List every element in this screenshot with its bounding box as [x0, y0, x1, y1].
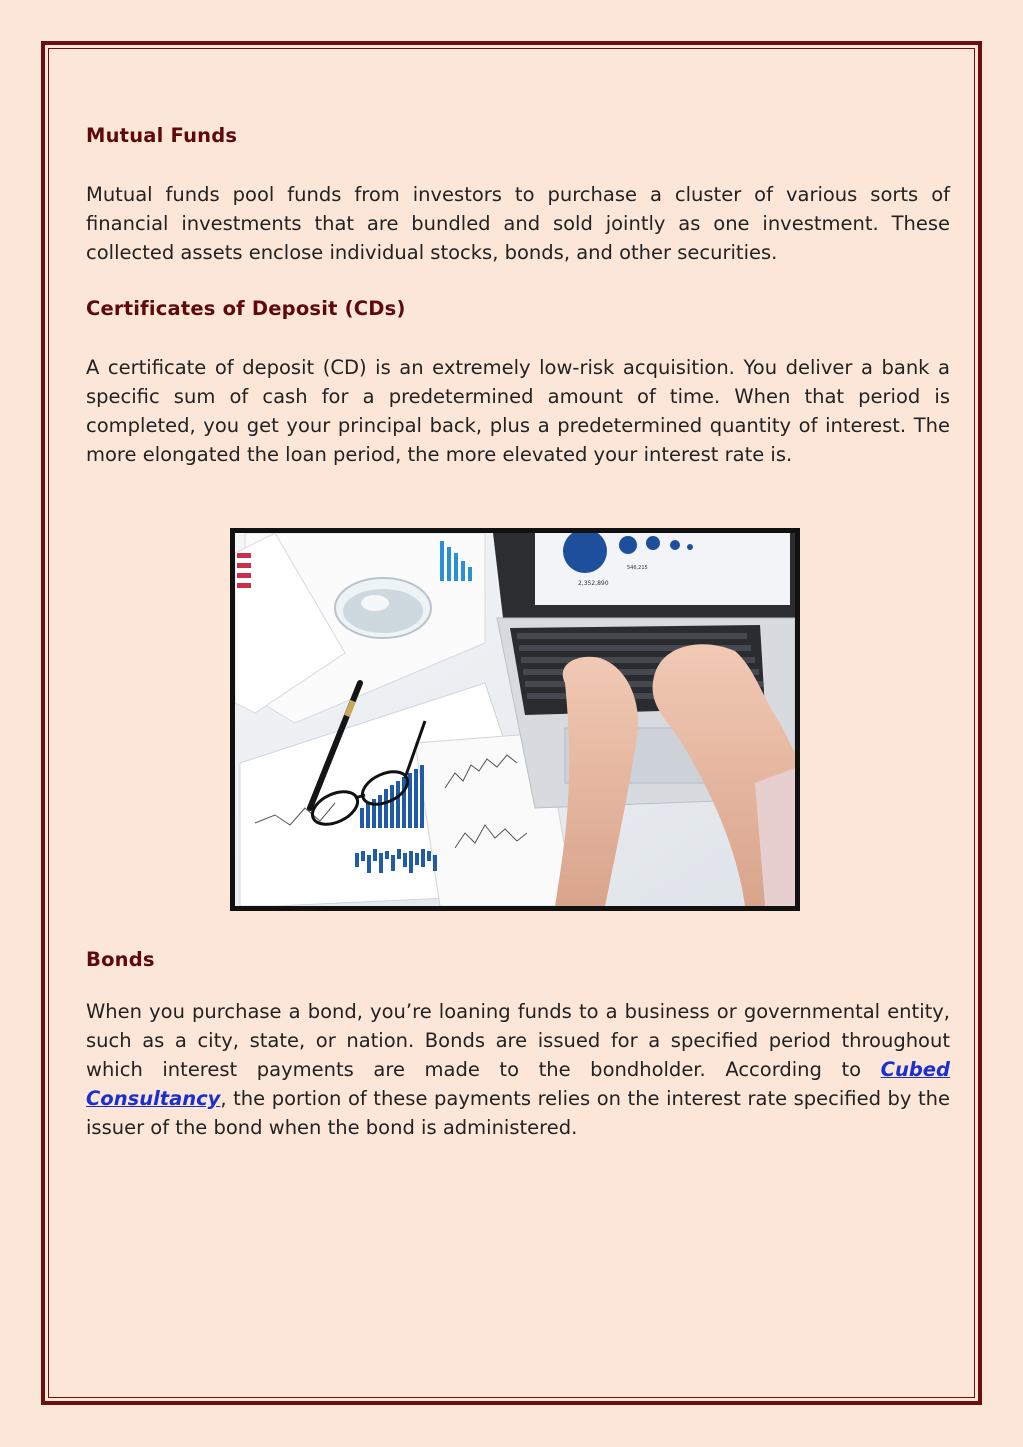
- paragraph-mutual-funds: Mutual funds pool funds from investors to purchase a cluster of various sorts of financial investments that are bundled and sold jointly as one investment. These collected assets enclose individual stocks, bonds, and other securities.: [86, 183, 950, 264]
- bonds-text-part1: When you purchase a bond, you’re loaning funds to a business or governmental entity, such as a city, state, or nation. Bonds are issued for a specified period throughout which interest payments are made to the bondholder. According to: [86, 1000, 950, 1081]
- photo-illustration: [235, 533, 795, 906]
- cubed-consultancy-link[interactable]: Cubed Consultancy: [86, 1058, 950, 1110]
- laptop-desk-photo: [230, 528, 800, 911]
- laptop-screen-figure-2: 546,215: [627, 565, 648, 571]
- bonds-text-part2: , the portion of these payments relies on the interest rate specified by the issuer of the bond when the bond is administered.: [86, 1087, 950, 1139]
- paragraph-bonds: [86, 997, 950, 1142]
- heading-bonds: Bonds: [86, 948, 155, 971]
- paragraph-certificates-of-deposit: A certificate of deposit (CD) is an extremely low-risk acquisition. You deliver a bank a specific sum of cash for a predetermined amount of time. When that period is completed, you get your principal back, plus a predetermined quantity of interest. The more elongated the loan period, the more elevated your interest rate is.: [86, 356, 950, 466]
- laptop-screen-figure-1: 2,352,890: [578, 580, 609, 587]
- heading-mutual-funds: Mutual Funds: [86, 124, 238, 147]
- heading-certificates-of-deposit: Certificates of Deposit (CDs): [86, 297, 406, 320]
